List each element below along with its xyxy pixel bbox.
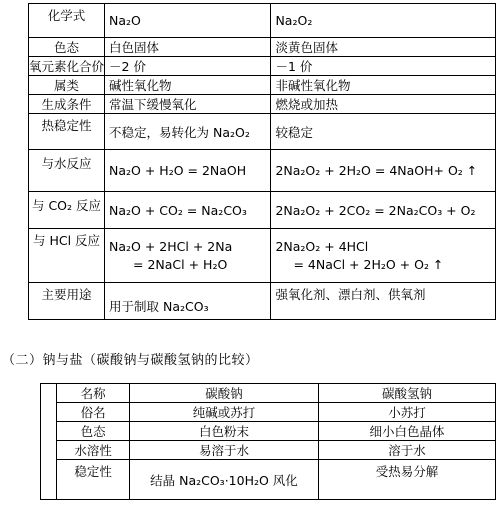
table-row — [29, 95, 496, 114]
table-cell: Na₂O + H₂O = 2NaOH — [105, 150, 271, 192]
table-cell: 淡黄色固体 — [271, 38, 496, 57]
row-label: 俗名 — [57, 403, 129, 422]
table-cell: 白色固体 — [105, 38, 271, 57]
table-cell — [105, 229, 271, 283]
table-cell: 溶于水 — [319, 441, 496, 460]
table-row — [29, 57, 496, 76]
header-cell: 碳酸氢钠 — [319, 384, 496, 403]
table-cell: 纯碱或苏打 — [129, 403, 318, 422]
row-label: 主要用途 — [29, 283, 105, 320]
table-cell: 2Na₂O₂ + 2H₂O = 4NaOH+ O₂ ↑ — [271, 150, 496, 192]
header-cell: Na₂O₂ — [271, 4, 496, 38]
table-cell: 常温下缓慢氧化 — [105, 95, 271, 114]
row-label: 色态 — [57, 422, 129, 441]
header-cell: 碳酸钠 — [129, 384, 318, 403]
table-cell: －1 价 — [271, 57, 496, 76]
header-cell: 化学式 — [29, 4, 105, 38]
sodium-oxides-table — [28, 3, 496, 320]
table-cell: 结晶 Na₂CO₃·10H₂O 风化 — [129, 460, 318, 500]
header-cell: Na₂O — [105, 4, 271, 38]
table-row — [29, 192, 496, 229]
table-row — [29, 76, 496, 95]
equation-line: = 4NaCl + 2H₂O + O₂ ↑ — [293, 256, 444, 272]
table-cell: 用于制取 Na₂CO₃ — [105, 283, 271, 320]
table-cell: 小苏打 — [319, 403, 496, 422]
row-label: 生成条件 — [29, 95, 105, 114]
carbonates-table — [40, 383, 496, 500]
table-row — [41, 384, 496, 403]
table-row — [29, 4, 496, 38]
table-row — [29, 229, 496, 283]
table-row — [41, 422, 496, 441]
table-row — [29, 114, 496, 150]
table-row — [41, 441, 496, 460]
row-label: 与 HCl 反应 — [29, 229, 105, 283]
row-label: 与 CO₂ 反应 — [29, 192, 105, 229]
side-column — [41, 384, 57, 500]
equation-line: = 2NaCl + H₂O — [133, 256, 228, 272]
equation-line: 2Na₂O₂ + 4HCl — [275, 238, 369, 254]
row-label: 色态 — [29, 38, 105, 57]
table-cell: 白色粉末 — [129, 422, 318, 441]
table-cell: 受热易分解 — [319, 460, 496, 500]
row-label: 热稳定性 — [29, 114, 105, 150]
section-title: （二）钠与盐（碳酸钠与碳酸氢钠的比较） — [2, 353, 259, 368]
table-cell: 非碱性氧化物 — [271, 76, 496, 95]
table-row — [41, 403, 496, 422]
table-cell: 细小白色晶体 — [319, 422, 496, 441]
table-cell: 较稳定 — [271, 114, 496, 150]
table-cell: Na₂O + CO₂ = Na₂CO₃ — [105, 192, 271, 229]
table-cell: 2Na₂O₂ + 2CO₂ = 2Na₂CO₃ + O₂ — [271, 192, 496, 229]
row-label: 水溶性 — [57, 441, 129, 460]
table-cell: －2 价 — [105, 57, 271, 76]
equation-line: Na₂O + 2HCl + 2Na — [109, 238, 233, 254]
table-cell: 强氧化剂、漂白剂、供氧剂 — [271, 283, 496, 320]
table-cell — [271, 229, 496, 283]
table-row — [41, 460, 496, 500]
table-cell: 易溶于水 — [129, 441, 318, 460]
table-row — [29, 38, 496, 57]
table-cell: 不稳定，易转化为 Na₂O₂ — [105, 114, 271, 150]
row-label: 属类 — [29, 76, 105, 95]
table-row — [29, 283, 496, 320]
row-label: 稳定性 — [57, 460, 129, 500]
table-cell: 碱性氧化物 — [105, 76, 271, 95]
row-label: 氧元素化合价 — [29, 57, 105, 76]
table-row — [29, 150, 496, 192]
header-cell: 名称 — [57, 384, 129, 403]
table-cell: 燃烧或加热 — [271, 95, 496, 114]
row-label: 与水反应 — [29, 150, 105, 192]
